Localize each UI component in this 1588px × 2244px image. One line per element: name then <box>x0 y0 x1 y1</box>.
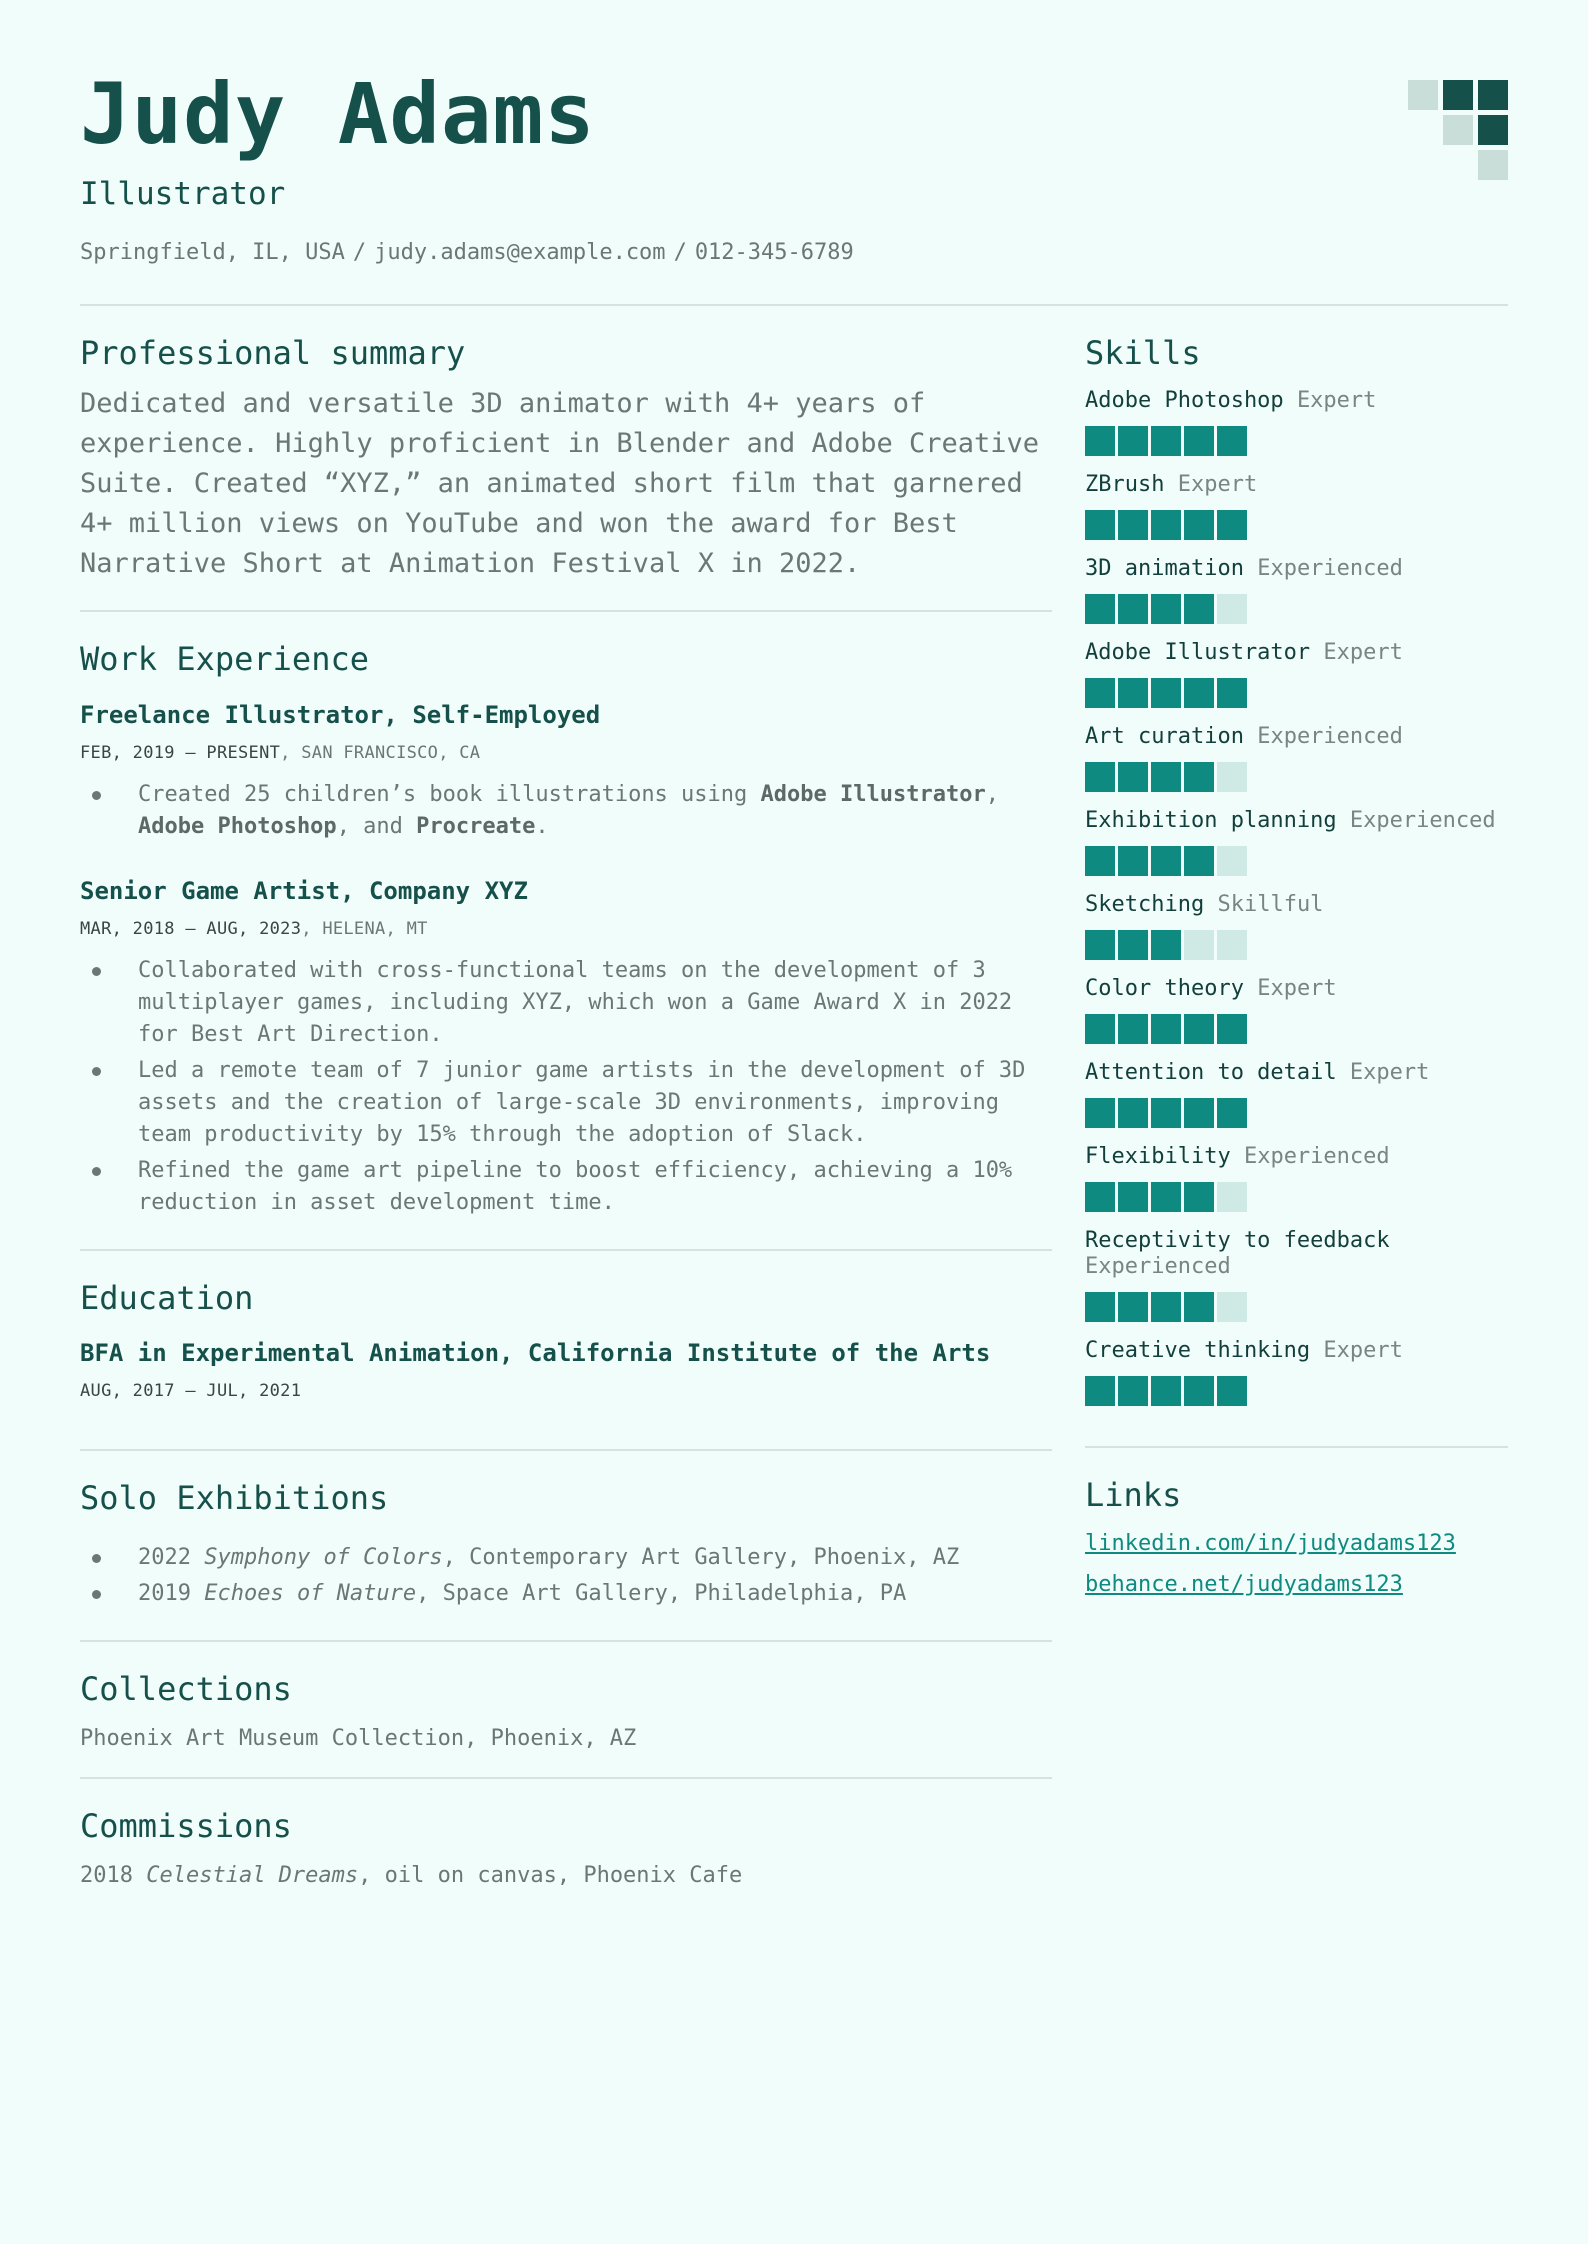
summary-section <box>80 334 1052 612</box>
skill-level: Expert <box>1349 1060 1430 1086</box>
skill-rating <box>1085 678 1508 708</box>
spacer <box>1244 724 1257 749</box>
pixel-grid-logo-icon <box>1408 80 1508 180</box>
rating-square-filled <box>1184 1098 1214 1128</box>
skill-item <box>1085 1060 1508 1128</box>
job-title: Senior Game Artist, Company XYZ <box>80 876 528 905</box>
rating-square-empty <box>1184 930 1214 960</box>
skill-name: Exhibition planning <box>1085 808 1337 834</box>
skill-line <box>1085 388 1508 414</box>
skill-level: Experienced <box>1257 724 1403 750</box>
rating-square-filled <box>1151 1098 1181 1128</box>
rating-square-filled <box>1151 426 1181 456</box>
section-heading: Solo Exhibitions <box>80 1479 389 1518</box>
rating-square-filled <box>1085 594 1115 624</box>
rating-square-filled <box>1184 594 1214 624</box>
skill-level: Expert <box>1323 1338 1403 1364</box>
skill-level: Experienced <box>1257 556 1403 582</box>
skill-level: Experienced <box>1349 808 1496 834</box>
skill-level: Expert <box>1296 388 1377 414</box>
skill-item <box>1085 808 1508 876</box>
rating-square-filled <box>1118 846 1148 876</box>
exhibition-list <box>80 1542 1052 1610</box>
bullet-keyword: Adobe Photoshop <box>138 813 337 839</box>
rating-square-filled <box>1085 510 1115 540</box>
commissions-section <box>80 1807 1052 1914</box>
exhibition-year: 2019 <box>138 1580 191 1606</box>
rating-square-filled <box>1184 426 1214 456</box>
rating-square-filled <box>1118 1014 1148 1044</box>
rating-square-filled <box>1118 1182 1148 1212</box>
exhibition-venue: , Space Art Gallery, Philadelphia, PA <box>416 1580 907 1606</box>
skill-line <box>1085 1338 1508 1364</box>
exhibitions-section <box>80 1479 1052 1641</box>
rating-square-filled <box>1085 846 1115 876</box>
rating-square-empty <box>1217 594 1247 624</box>
rating-square-filled <box>1184 1292 1214 1322</box>
skill-list <box>1085 388 1508 1406</box>
skill-name: Sketching <box>1085 892 1205 918</box>
bullet-text: Led a remote team of 7 junior game artists in the development of 3D assets and the creation of large-scale 3D environments, improving team productivity by 15% through the adoption of Slack. <box>138 1057 1026 1147</box>
skill-rating <box>1085 762 1508 792</box>
skill-rating <box>1085 1014 1508 1044</box>
skill-line <box>1085 892 1508 918</box>
contact-email: judy.adams@example.com <box>374 240 666 265</box>
rating-square-filled <box>1217 1098 1247 1128</box>
skill-item <box>1085 472 1508 540</box>
skill-item <box>1085 388 1508 456</box>
rating-square-empty <box>1217 762 1247 792</box>
skill-line <box>1085 808 1508 834</box>
skill-line <box>1085 640 1508 666</box>
rating-square-filled <box>1184 846 1214 876</box>
skill-line <box>1085 976 1508 1002</box>
job-location: SAN FRANCISCO, CA <box>301 742 481 763</box>
skill-name: 3D animation <box>1085 556 1244 582</box>
bullet-item <box>80 779 1052 843</box>
job-meta-separator: , <box>280 742 302 763</box>
rating-square-filled <box>1184 1182 1214 1212</box>
skill-rating <box>1085 426 1508 456</box>
rating-square-filled <box>1085 1182 1115 1212</box>
skill-item <box>1085 976 1508 1044</box>
skill-line <box>1085 556 1508 582</box>
skill-item <box>1085 724 1508 792</box>
main-column <box>80 334 1052 1942</box>
commission-year: 2018 <box>80 1863 133 1889</box>
exhibition-item <box>80 1542 1052 1574</box>
skill-rating <box>1085 930 1508 960</box>
spacer <box>1204 892 1217 917</box>
bullet-text: . <box>535 813 549 839</box>
job-entry <box>80 701 1052 843</box>
section-heading: Education <box>80 1278 254 1317</box>
exhibition-item <box>80 1578 1052 1610</box>
section-heading: Skills <box>1085 334 1201 372</box>
exhibition-title: Echoes of Nature <box>204 1580 417 1606</box>
contact-phone: 012-345-6789 <box>694 240 854 265</box>
skill-name: Art curation <box>1085 724 1244 750</box>
spacer <box>1337 808 1350 833</box>
exhibition-title: Symphony of Colors <box>204 1544 443 1570</box>
logo-cell <box>1408 80 1438 110</box>
bullet-keyword: Adobe Illustrator <box>760 781 986 807</box>
skill-name: Adobe Illustrator <box>1085 640 1311 666</box>
logo-cell <box>1478 150 1508 180</box>
job-dates: FEB, 2019 – PRESENT <box>80 742 281 763</box>
skill-item <box>1085 556 1508 624</box>
skill-name: Creative thinking <box>1085 1338 1311 1364</box>
logo-cell <box>1443 80 1473 110</box>
skill-item <box>1085 1144 1508 1212</box>
bullet-item <box>80 955 1052 1051</box>
spacer <box>191 1581 204 1606</box>
rating-square-filled <box>1184 510 1214 540</box>
rating-square-filled <box>1151 510 1181 540</box>
section-heading: Links <box>1085 1476 1182 1515</box>
contact-location: Springfield, IL, USA <box>80 240 345 265</box>
logo-cell <box>1443 115 1473 145</box>
rating-square-filled <box>1085 1292 1115 1322</box>
link-list <box>1085 1531 1508 1597</box>
rating-square-filled <box>1118 1098 1148 1128</box>
sidebar <box>1085 334 1508 1597</box>
job-location: HELENA, MT <box>322 918 428 939</box>
rating-square-filled <box>1151 762 1181 792</box>
skill-item <box>1085 640 1508 708</box>
bullet-text: Refined the game art pipeline to boost efficiency, achieving a 10% reduction in asset development time. <box>138 1157 1013 1215</box>
spacer <box>1284 388 1297 413</box>
job-meta <box>80 743 1052 763</box>
job-meta <box>80 919 1052 939</box>
skill-name: Color theory <box>1085 976 1244 1002</box>
rating-square-filled <box>1085 930 1115 960</box>
rating-square-filled <box>1217 1376 1247 1406</box>
skill-name: Adobe Photoshop <box>1085 388 1284 414</box>
job-list <box>80 701 1052 1219</box>
rating-square-filled <box>1151 1292 1181 1322</box>
job-meta-separator: , <box>301 918 323 939</box>
skill-line <box>1085 472 1508 498</box>
skill-level: Expert <box>1257 976 1337 1002</box>
rating-square-filled <box>1184 1014 1214 1044</box>
rating-square-filled <box>1151 678 1181 708</box>
skill-level: Experienced <box>1243 1144 1390 1170</box>
rating-square-filled <box>1118 762 1148 792</box>
rating-square-filled <box>1184 1376 1214 1406</box>
job-bullets <box>80 955 1052 1219</box>
rating-square-filled <box>1151 1014 1181 1044</box>
spacer <box>1244 556 1257 581</box>
rating-square-filled <box>1085 426 1115 456</box>
rating-square-filled <box>1217 678 1247 708</box>
skill-name: Receptivity to feedback <box>1085 1228 1390 1254</box>
profile-link[interactable]: linkedin.com/in/judyadams123 <box>1085 1530 1456 1556</box>
work-section <box>80 640 1052 1250</box>
rating-square-filled <box>1217 1014 1247 1044</box>
rating-square-empty <box>1217 1182 1247 1212</box>
skill-name: Flexibility <box>1085 1144 1231 1170</box>
section-heading: Commissions <box>80 1806 292 1845</box>
contact-separator: / <box>352 240 367 265</box>
skill-rating <box>1085 846 1508 876</box>
skill-line <box>1085 1060 1508 1086</box>
bullet-item <box>80 1155 1052 1219</box>
rating-square-filled <box>1085 1014 1115 1044</box>
contact-line <box>80 240 854 265</box>
section-heading: Professional summary <box>80 334 466 372</box>
rating-square-filled <box>1085 762 1115 792</box>
rating-square-filled <box>1085 1098 1115 1128</box>
skill-rating <box>1085 1376 1508 1406</box>
rating-square-filled <box>1151 930 1181 960</box>
candidate-role: Illustrator <box>80 176 286 212</box>
rating-square-filled <box>1085 678 1115 708</box>
logo-cell <box>1478 115 1508 145</box>
skill-name: ZBrush <box>1085 472 1165 498</box>
job-entry <box>80 877 1052 1219</box>
bullet-text: , and <box>336 813 417 839</box>
bullet-keyword: Procreate <box>416 813 536 839</box>
spacer <box>1310 640 1323 665</box>
skill-item <box>1085 1338 1508 1406</box>
commission-title: Celestial Dreams <box>146 1863 359 1889</box>
skill-level: Expert <box>1177 472 1258 498</box>
skill-level: Expert <box>1323 640 1403 666</box>
commission-details: , oil on canvas, Phoenix Cafe <box>358 1863 743 1889</box>
summary-text: Dedicated and versatile 3D animator with 4+ years of experience. Highly proficient in Blender and Adobe Creative Suite. Created “XYZ,” an animated short film that garnered 4+ million views on YouTube and won the award for Best Narrative Short at Animation Festival X in 2022. <box>80 388 1040 580</box>
rating-square-filled <box>1217 510 1247 540</box>
bullet-item <box>80 1055 1052 1151</box>
spacer <box>1164 472 1177 497</box>
rating-square-filled <box>1118 510 1148 540</box>
spacer <box>1244 976 1257 1001</box>
degree-title: BFA in Experimental Animation, California Institute of the Arts <box>80 1339 991 1368</box>
rating-square-filled <box>1184 762 1214 792</box>
rating-square-filled <box>1151 1376 1181 1406</box>
section-heading: Work Experience <box>80 640 369 679</box>
skill-rating <box>1085 510 1508 540</box>
rating-square-filled <box>1118 1292 1148 1322</box>
spacer <box>191 1545 204 1570</box>
exhibition-venue: , Contemporary Art Gallery, Phoenix, AZ <box>442 1544 960 1570</box>
bullet-text: Collaborated with cross-functional teams on the development of 3 multiplayer games, including XYZ, which won a Game Award X in 2022 for Best Art Direction. <box>138 957 1013 1047</box>
rating-square-filled <box>1118 426 1148 456</box>
sidebar-divider <box>1085 1446 1508 1448</box>
skill-rating <box>1085 1182 1508 1212</box>
rating-square-filled <box>1151 1182 1181 1212</box>
spacer <box>1337 1060 1350 1085</box>
rating-square-empty <box>1217 846 1247 876</box>
contact-separator: / <box>673 240 687 265</box>
bullet-text: , <box>985 781 999 807</box>
collections-section <box>80 1670 1052 1779</box>
skill-level: Experienced <box>1085 1254 1231 1280</box>
skill-line <box>1085 724 1508 750</box>
commission-item <box>80 1863 1052 1888</box>
rating-square-filled <box>1151 594 1181 624</box>
spacer <box>1231 1144 1244 1169</box>
skill-rating <box>1085 1098 1508 1128</box>
rating-square-filled <box>1118 678 1148 708</box>
section-heading: Collections <box>80 1669 292 1708</box>
collections-text: Phoenix Art Museum Collection, Phoenix, AZ <box>80 1725 637 1751</box>
bullet-text: Created 25 children’s book illustrations using <box>138 781 761 807</box>
degree-dates: AUG, 2017 – JUL, 2021 <box>80 1381 302 1402</box>
rating-square-filled <box>1118 930 1148 960</box>
skill-item <box>1085 892 1508 960</box>
skill-name: Attention to detail <box>1085 1060 1337 1086</box>
job-dates: MAR, 2018 – AUG, 2023 <box>80 918 302 939</box>
job-bullets <box>80 779 1052 843</box>
skill-line <box>1085 1144 1508 1170</box>
skill-line <box>1085 1228 1508 1280</box>
rating-square-filled <box>1085 1376 1115 1406</box>
education-section <box>80 1279 1052 1451</box>
rating-square-filled <box>1217 426 1247 456</box>
rating-square-filled <box>1118 1376 1148 1406</box>
rating-square-empty <box>1217 930 1247 960</box>
spacer <box>1310 1338 1323 1363</box>
skill-rating <box>1085 594 1508 624</box>
exhibition-year: 2022 <box>138 1544 191 1570</box>
profile-link[interactable]: behance.net/judyadams123 <box>1085 1571 1403 1597</box>
skill-level: Skillful <box>1217 892 1324 918</box>
rating-square-filled <box>1151 846 1181 876</box>
rating-square-filled <box>1118 594 1148 624</box>
job-title: Freelance Illustrator, Self-Employed <box>80 700 601 729</box>
skill-item <box>1085 1228 1508 1322</box>
skill-rating <box>1085 1292 1508 1322</box>
header-divider <box>80 304 1508 306</box>
logo-cell <box>1478 80 1508 110</box>
rating-square-filled <box>1184 678 1214 708</box>
rating-square-empty <box>1217 1292 1247 1322</box>
candidate-name: Judy Adams <box>80 65 596 163</box>
